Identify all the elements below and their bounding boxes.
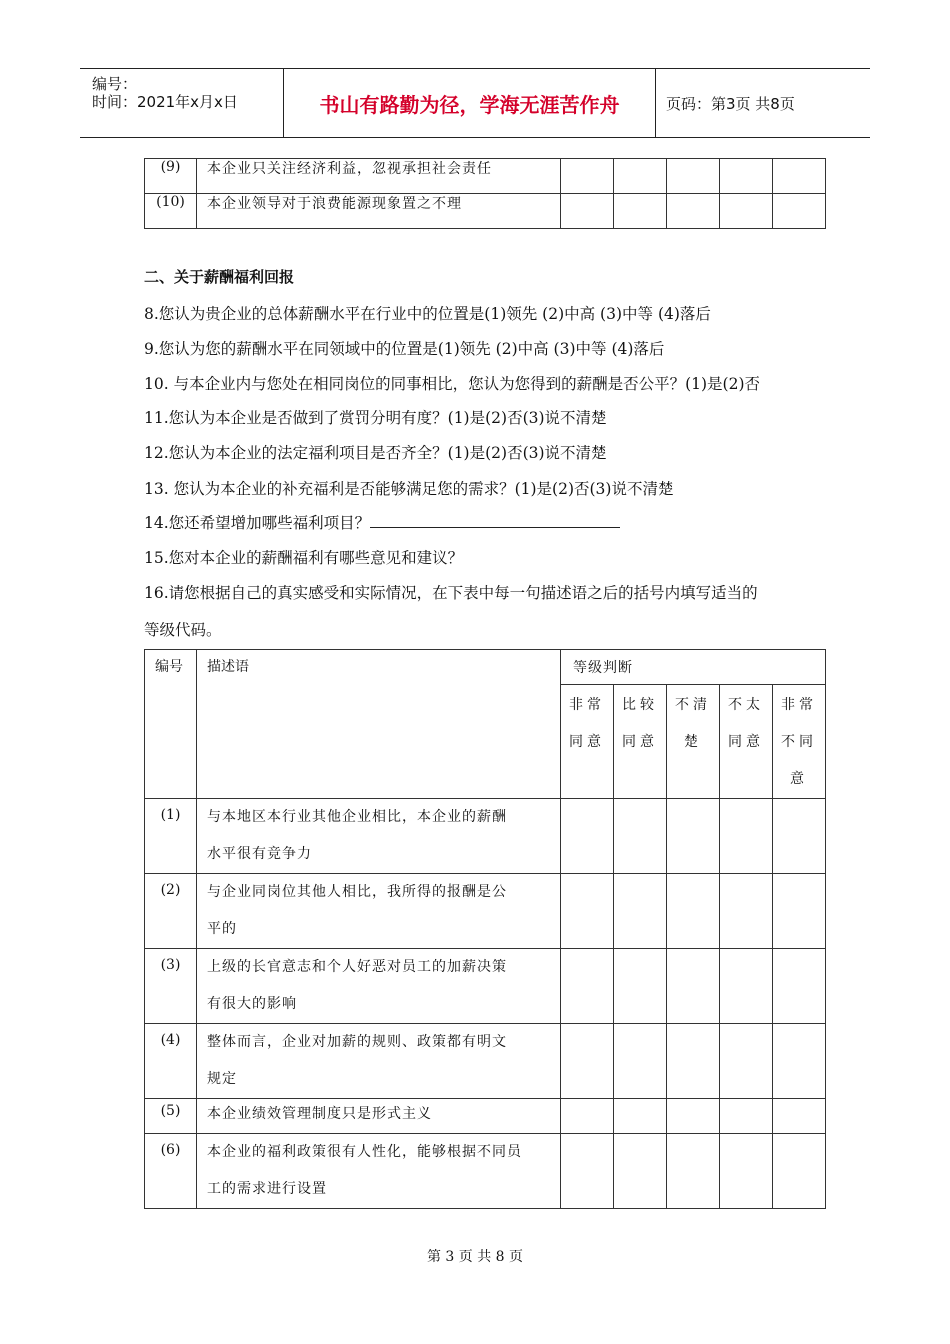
page-header	[80, 68, 870, 138]
row-number: (9)	[145, 159, 197, 194]
answer-cell[interactable]	[720, 194, 773, 229]
option-agree: 比较 同意	[614, 685, 667, 799]
table-row	[145, 799, 826, 874]
table-row	[145, 1134, 826, 1209]
answer-cell[interactable]	[561, 949, 614, 1024]
answer-cell[interactable]	[720, 1024, 773, 1099]
row-number: (3)	[145, 949, 197, 1024]
option-strongly-agree: 非常 同意	[561, 685, 614, 799]
answer-cell[interactable]	[667, 874, 720, 949]
answer-cell[interactable]	[773, 159, 826, 194]
page-footer: 第 3 页 共 8 页	[426, 1249, 524, 1265]
question-8: 8.您认为贵企业的总体薪酬水平在行业中的位置是(1)领先 (2)中高 (3)中等 (4)落后	[144, 305, 711, 323]
rating-table	[144, 649, 826, 1209]
answer-cell[interactable]	[773, 1024, 826, 1099]
answer-cell[interactable]	[614, 1024, 667, 1099]
question-14-text: 14.您还希望增加哪些福利项目？	[144, 514, 371, 532]
answer-cell[interactable]	[667, 194, 720, 229]
answer-cell[interactable]	[614, 1134, 667, 1209]
row-description: 本企业只关注经济利益，忽视承担社会责任	[197, 159, 561, 194]
answer-cell[interactable]	[667, 949, 720, 1024]
row-description: 与企业同岗位其他人相比，我所得的报酬是公 平的	[197, 874, 561, 949]
answer-cell[interactable]	[614, 949, 667, 1024]
col-number-header: 编号	[145, 650, 197, 799]
answer-cell[interactable]	[720, 874, 773, 949]
section-title: 二、关于薪酬福利回报	[144, 268, 295, 286]
table-row	[145, 194, 826, 229]
answer-blank[interactable]	[370, 513, 620, 528]
question-11: 11.您认为本企业是否做到了赏罚分明有度？(1)是(2)否(3)说不清楚	[144, 409, 607, 427]
question-16-line2: 等级代码。	[144, 621, 222, 639]
answer-cell[interactable]	[720, 1134, 773, 1209]
answer-cell[interactable]	[561, 194, 614, 229]
row-number: (1)	[145, 799, 197, 874]
row-description: 上级的长官意志和个人好恶对员工的加薪决策 有很大的影响	[197, 949, 561, 1024]
answer-cell[interactable]	[667, 159, 720, 194]
table-header-row	[145, 650, 826, 685]
answer-cell[interactable]	[561, 799, 614, 874]
motto: 书山有路勤为径，学海无涯苦作舟	[283, 69, 656, 137]
answer-cell[interactable]	[720, 799, 773, 874]
question-13: 13. 您认为本企业的补充福利是否能够满足您的需求？(1)是(2)否(3)说不清楚	[144, 480, 674, 498]
option-unsure: 不清 楚	[667, 685, 720, 799]
question-10: 10. 与本企业内与您处在相同岗位的同事相比，您认为您得到的薪酬是否公平？(1)是(2)否	[144, 375, 760, 393]
row-description: 本企业领导对于浪费能源现象置之不理	[197, 194, 561, 229]
number-label: 编号：	[92, 75, 138, 93]
answer-cell[interactable]	[614, 1099, 667, 1134]
answer-cell[interactable]	[720, 159, 773, 194]
row-number: (5)	[145, 1099, 197, 1134]
page-code: 页码：第3页 共8页	[666, 94, 795, 113]
table-row	[145, 1099, 826, 1134]
answer-cell[interactable]	[561, 159, 614, 194]
answer-cell[interactable]	[773, 1134, 826, 1209]
header-meta	[80, 69, 283, 137]
option-strongly-disagree: 非常 不同 意	[773, 685, 826, 799]
table-row	[145, 1024, 826, 1099]
answer-cell[interactable]	[667, 1134, 720, 1209]
table-row	[145, 159, 826, 194]
answer-cell[interactable]	[720, 1099, 773, 1134]
row-number: (2)	[145, 874, 197, 949]
table-row	[145, 949, 826, 1024]
row-description: 本企业绩效管理制度只是形式主义	[197, 1099, 561, 1134]
row-number: (10)	[145, 194, 197, 229]
question-16-line1: 16.请您根据自己的真实感受和实际情况，在下表中每一句描述语之后的括号内填写适当的	[144, 584, 758, 602]
answer-cell[interactable]	[561, 1134, 614, 1209]
row-number: (4)	[145, 1024, 197, 1099]
answer-cell[interactable]	[614, 874, 667, 949]
row-description: 与本地区本行业其他企业相比，本企业的薪酬 水平很有竞争力	[197, 799, 561, 874]
question-15: 15.您对本企业的薪酬福利有哪些意见和建议？	[144, 549, 464, 567]
row-number: (6)	[145, 1134, 197, 1209]
row-description: 整体而言，企业对加薪的规则、政策都有明文 规定	[197, 1024, 561, 1099]
answer-cell[interactable]	[561, 1024, 614, 1099]
answer-cell[interactable]	[773, 194, 826, 229]
question-12: 12.您认为本企业的法定福利项目是否齐全？(1)是(2)否(3)说不清楚	[144, 444, 607, 462]
answer-cell[interactable]	[561, 1099, 614, 1134]
answer-cell[interactable]	[773, 1099, 826, 1134]
answer-cell[interactable]	[720, 949, 773, 1024]
option-disagree: 不太 同意	[720, 685, 773, 799]
col-description-header: 描述语	[197, 650, 561, 799]
answer-cell[interactable]	[561, 874, 614, 949]
answer-cell[interactable]	[614, 799, 667, 874]
answer-cell[interactable]	[667, 1099, 720, 1134]
answer-cell[interactable]	[614, 194, 667, 229]
answer-cell[interactable]	[773, 949, 826, 1024]
question-14	[144, 511, 620, 533]
answer-cell[interactable]	[614, 159, 667, 194]
table-row	[145, 874, 826, 949]
answer-cell[interactable]	[667, 799, 720, 874]
answer-cell[interactable]	[773, 874, 826, 949]
answer-cell[interactable]	[667, 1024, 720, 1099]
date-label: 时间：2021年x月x日	[92, 93, 238, 111]
col-grade-header: 等级判断	[561, 650, 826, 685]
answer-cell[interactable]	[773, 799, 826, 874]
row-description: 本企业的福利政策很有人性化，能够根据不同员 工的需求进行设置	[197, 1134, 561, 1209]
question-9: 9.您认为您的薪酬水平在同领域中的位置是(1)领先 (2)中高 (3)中等 (4)落后	[144, 340, 665, 358]
evaluation-table-continued	[144, 158, 826, 229]
